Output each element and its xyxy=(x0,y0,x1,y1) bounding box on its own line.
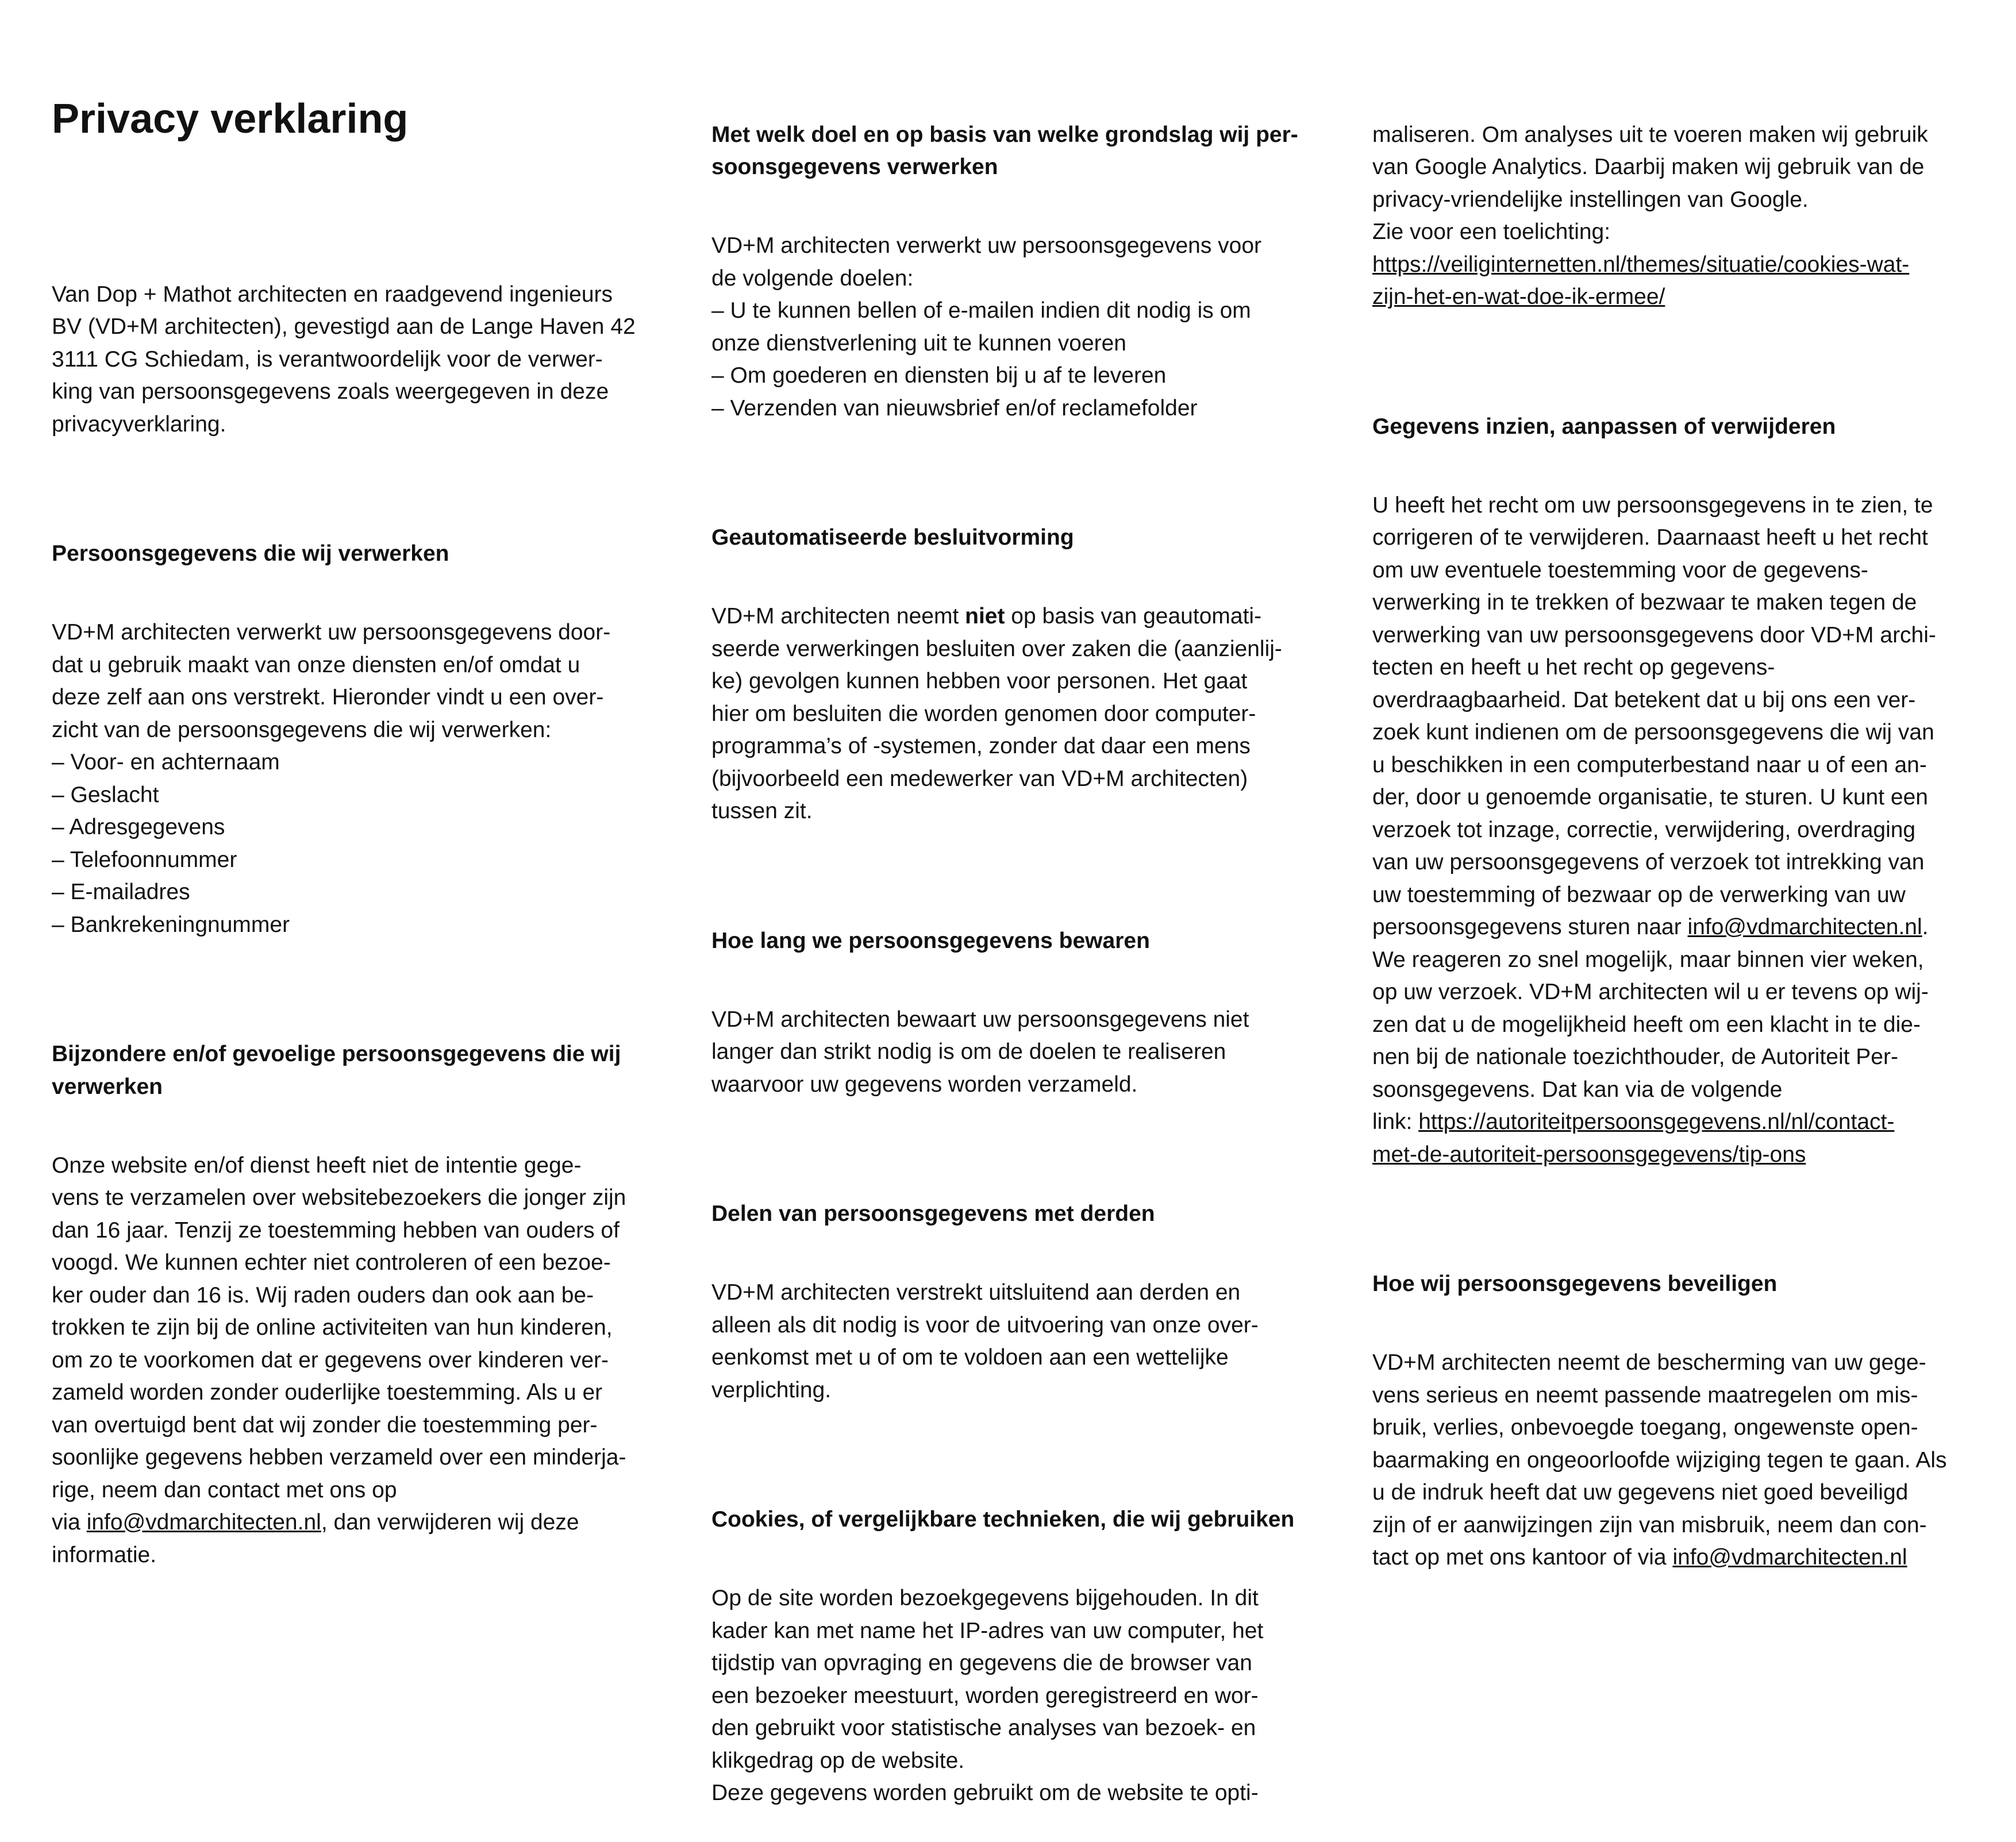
email-link[interactable]: info@vdmarchitecten.nl xyxy=(1672,1545,1907,1570)
heading-besluitvorming: Geautomatiseerde besluitvorming xyxy=(711,525,1074,550)
heading-beveiligen: Hoe wij persoonsgegevens beveiligen xyxy=(1372,1271,1778,1296)
bijzondere-gegevens-tail: , dan verwijderen wij deze informatie. xyxy=(52,1510,579,1567)
heading-doel-grondslag: Met welk doel en op basis van welke grondslag wij per- soonsgegevens verwerken xyxy=(711,122,1298,179)
bewaren-paragraph: VD+M architecten bewaart uw persoonsgegevens niet langer dan strikt nodig is om de doelen te realiseren waarvoor uw gegevens worden verzameld. xyxy=(711,1007,1249,1097)
heading-persoonsgegevens: Persoonsgegevens die wij verwerken xyxy=(52,541,449,566)
column-right xyxy=(1372,86,2005,1606)
beveiligen-paragraph xyxy=(1372,1347,2005,1574)
besluitvorming-text-pre: VD+M architecten neemt xyxy=(711,604,965,629)
besluitvorming-emphasis: niet xyxy=(965,604,1005,629)
heading-bijzondere-gegevens: Bijzondere en/of gevoelige persoonsgegevens die wij verwerken xyxy=(52,1042,621,1099)
column-left xyxy=(52,246,684,1604)
heading-inzien-aanpassen: Gegevens inzien, aanpassen of verwijderen xyxy=(1372,414,1836,439)
email-link[interactable]: info@vdmarchitecten.nl xyxy=(1687,915,1922,939)
cookies-paragraph: Op de site worden bezoekgegevens bijgehouden. In dit kader kan met name het IP-adres van uw computer, het tijdstip van opvraging en gegevens die de browser van een bezoeker meestuurt, worden geregistreerd en wor- den gebruikt voor statistische analyses van bezoek- en klikgedrag op de website. Deze gegevens worden gebruikt om de website te opti- xyxy=(711,1586,1264,1805)
doel-grondslag-paragraph: VD+M architecten verwerkt uw persoonsgegevens voor de volgende doelen: – U te kunnen bellen of e-mailen indien dit nodig is om onze dienstverlening uit te kunnen voeren – Om goederen en diensten bij u af te leveren – Verzenden van nieuwsbrief en/of reclamefolder xyxy=(711,233,1262,421)
cookies-continued-paragraph xyxy=(1372,119,2005,314)
column-middle xyxy=(711,86,1344,1842)
heading-cookies: Cookies, of vergelijkbare technieken, die wij gebruiken xyxy=(711,1507,1295,1532)
heading-bewaren: Hoe lang we persoonsgegevens bewaren xyxy=(711,928,1150,953)
beveiligen-text: VD+M architecten neemt de bescherming van uw gege- vens serieus en neemt passende maatregelen om mis- bruik, verlies, onbevoegde toegang, ongewenste open- baarmaking en ongeoorloofde wijziging tegen te gaan. Als u de indruk heeft dat uw gegevens niet goed beveiligd zijn of er aanwijzingen zijn van misbruik, neem dan con- tact op met ons kantoor of via xyxy=(1372,1350,1947,1570)
persoonsgegevens-paragraph: VD+M architecten verwerkt uw persoonsgegevens door- dat u gebruik maakt van onze diensten en/of omdat u deze zelf aan ons verstrekt. Hieronder vindt u een over- zicht van de persoonsgegevens die wij verwerken: – Voor- en achternaam – Geslacht – Adresgegevens – Telefoonnummer – E-mailadres – Bankrekeningnummer xyxy=(52,620,611,937)
bijzondere-gegevens-text: Onze website en/of dienst heeft niet de intentie gege- vens te verzamelen over websitebezoekers die jonger zijn dan 16 jaar. Tenzij ze toestemming hebben van ouders of voogd. We kunnen echter niet controleren of een bezoe- ker ouder dan 16 is. Wij raden ouders dan ook aan be- trokken te zijn bij de online activiteiten van hun kinderen, om zo te voorkomen dat er gegevens over kinderen ver- zameld worden zonder ouderlijke toestemming. Als u er van overtuigd bent dat wij zonder die toestemming per- soonlijke gegevens hebben verzameld over een minderja- rige, neem dan contact met ons op via xyxy=(52,1153,626,1535)
page-title: Privacy verklaring xyxy=(52,96,409,142)
inzien-aanpassen-text-mid: . We reageren zo snel mogelijk, maar binnen vier weken, op uw verzoek. VD+M architecten wil u er tevens op wij- zen dat u de mogelijkheid heeft om een klacht in te die- nen bij de nationale toezichthouder, de Autoriteit Per- soonsgegevens. Dat kan via de volgende link: xyxy=(1372,915,1929,1134)
inzien-aanpassen-paragraph xyxy=(1372,490,2005,1172)
autoriteit-link[interactable]: https://autoriteitpersoonsgegevens.nl/nl/contact- met-de-autoriteit-persoonsgegevens/tip-ons xyxy=(1372,1109,1895,1167)
inzien-aanpassen-text: U heeft het recht om uw persoonsgegevens in te zien, te corrigeren of te verwijderen. Daarnaast heeft u het recht om uw eventuele toestemming voor de gegevens- verwerking in te trekken of bezwaar te maken tegen de verwerking van uw persoonsgegevens door VD+M archi- tecten en heeft u het recht op gegevens- overdraagbaarheid. Dat betekent dat u bij ons een ver- zoek kunt indienen om de persoonsgegevens die wij van u beschikken in een computerbestand naar u of een an- der, door u genoemde organisatie, te sturen. U kunt een verzoek tot inzage, correctie, verwijdering, overdraging van uw persoonsgegevens of verzoek tot intrekking van uw toestemming of bezwaar op de verwerking van uw persoonsgegevens sturen naar xyxy=(1372,492,1936,939)
veiliginternetten-link[interactable]: https://veiliginternetten.nl/themes/situatie/cookies-wat- zijn-het-en-wat-doe-ik-ermee/ xyxy=(1372,252,1910,309)
besluitvorming-paragraph xyxy=(711,600,1344,828)
intro-paragraph: Van Dop + Mathot architecten en raadgevend ingenieurs BV (VD+M architecten), gevestigd aan de Lange Haven 42 3111 CG Schiedam, is verantwoordelijk voor de verwer- king van persoonsgegevens zoals weergegeven in deze privacyverklaring. xyxy=(52,282,636,437)
heading-delen-derden: Delen van persoonsgegevens met derden xyxy=(711,1201,1155,1226)
besluitvorming-text-post: op basis van geautomati- seerde verwerkingen besluiten over zaken die (aanzienlij- ke) gevolgen kunnen hebben voor personen. Het gaat hier om besluiten die worden genomen door computer- programma’s of -systemen, zonder dat daar een mens (bijvoorbeeld een medewerker van VD+M architecten) tussen zit. xyxy=(711,604,1282,823)
delen-derden-paragraph: VD+M architecten verstrekt uitsluitend aan derden en alleen als dit nodig is voor de uitvoering van onze over- eenkomst met u of om te voldoen aan een wettelijke verplichting. xyxy=(711,1280,1259,1402)
cookies-continued-text: maliseren. Om analyses uit te voeren maken wij gebruik van Google Analytics. Daarbij maken wij gebruik van de privacy-vriendelijke instellingen van Google. Zie voor een toelichting: xyxy=(1372,122,1928,244)
email-link[interactable]: info@vdmarchitecten.nl xyxy=(86,1510,321,1535)
bijzondere-gegevens-paragraph xyxy=(52,1150,684,1572)
